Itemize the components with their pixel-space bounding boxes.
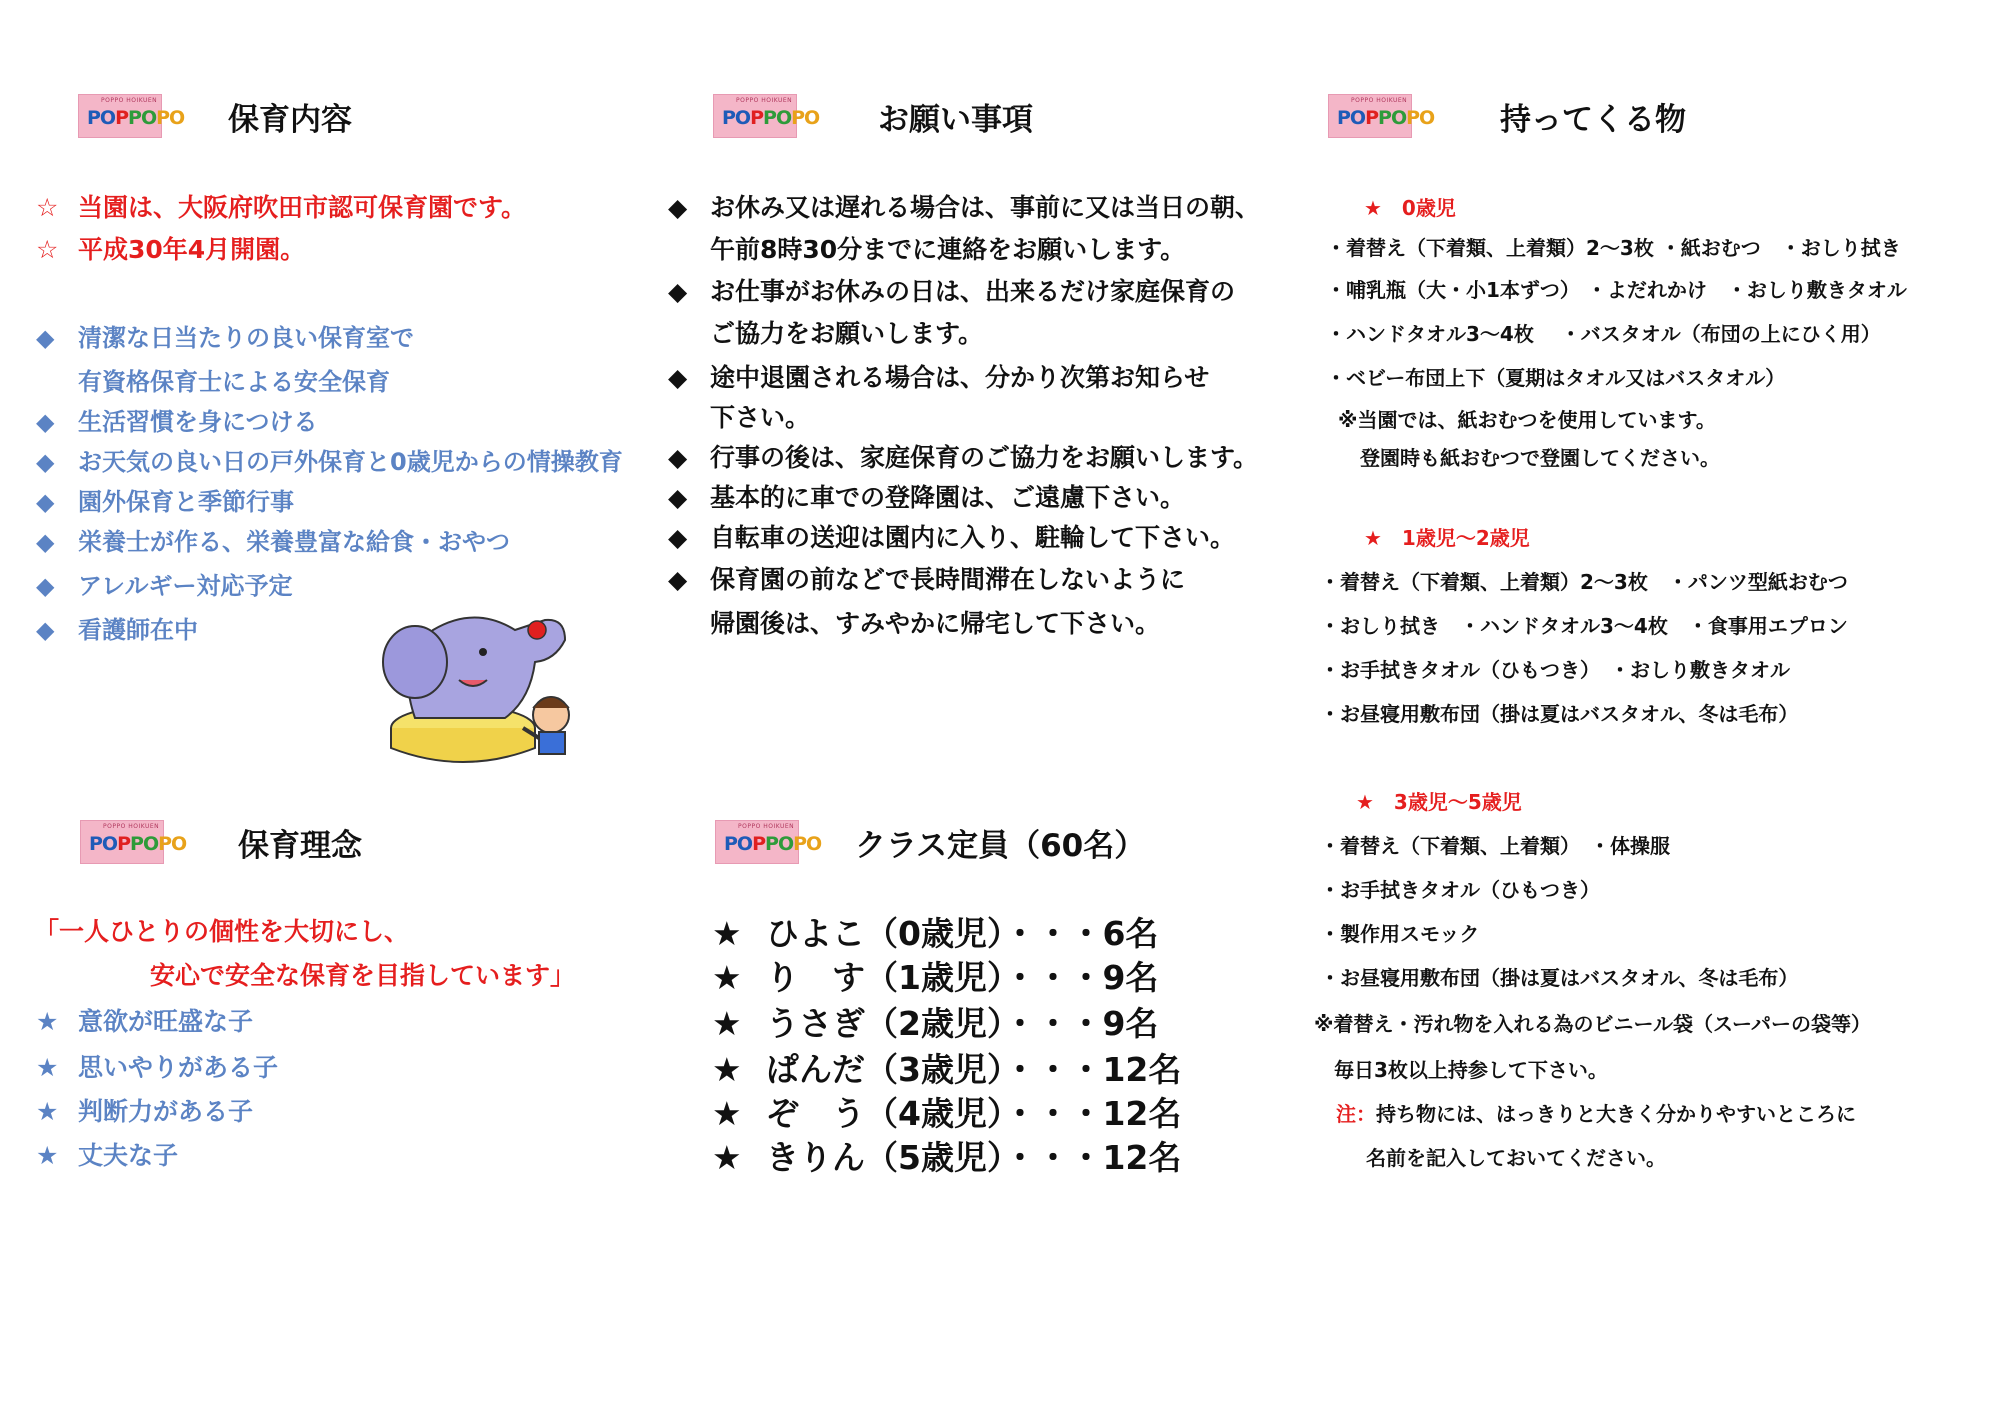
belonging-note: 毎日3枚以上持参して下さい。 xyxy=(1334,1058,1608,1082)
care-item: ◆ アレルギー対応予定 xyxy=(36,572,293,600)
request-item: ご協力をお願いします。 xyxy=(710,319,984,348)
request-item: ◆ お休み又は遅れる場合は、事前に又は当日の朝、 xyxy=(668,193,1261,222)
logo-top-text: POPPO HOIKUEN xyxy=(103,823,160,830)
belonging-note: ※当園では、紙おむつを使用しています。 xyxy=(1338,408,1716,432)
care-item: ◆ 清潔な日当たりの良い保育室で xyxy=(36,324,414,352)
care-item: 有資格保育士による安全保育 xyxy=(78,368,390,396)
class-item: ★ り す（1歳児）・・・9名 xyxy=(712,958,1159,997)
notice-line: ☆ 平成30年4月開園。 xyxy=(36,235,306,264)
logo-poppo xyxy=(78,94,185,138)
section-title-philosophy: 保育理念 xyxy=(238,828,362,864)
section-title-belongings: 持ってくる物 xyxy=(1500,102,1686,138)
request-item: ◆ 基本的に車での登降園は、ご遠慮下さい。 xyxy=(668,483,1186,512)
group-heading-age3-5: ★ 3歳児～5歳児 xyxy=(1356,790,1522,814)
belonging-line: ・製作用スモック xyxy=(1320,922,1480,946)
request-item: ◆ お仕事がお休みの日は、出来るだけ家庭保育の xyxy=(668,277,1236,306)
philosophy-item: ★ 意欲が旺盛な子 xyxy=(36,1007,254,1036)
philosophy-item: ★ 丈夫な子 xyxy=(36,1141,179,1170)
care-item: ◆ 生活習慣を身につける xyxy=(36,408,318,436)
belonging-line: ・着替え（下着類、上着類） ・体操服 xyxy=(1320,834,1670,858)
belonging-line: ・哺乳瓶（大・小1本ずつ） ・よだれかけ ・おしり敷きタオル xyxy=(1326,278,1907,302)
section-title-requests: お願い事項 xyxy=(878,102,1033,138)
caution-note: 名前を記入しておいてください。 xyxy=(1366,1146,1666,1170)
philosophy-item: ★ 思いやりがある子 xyxy=(36,1053,279,1082)
belonging-line: ・お昼寝用敷布団（掛は夏はバスタオル、冬は毛布） xyxy=(1320,966,1799,990)
belonging-note: 登園時も紙おむつで登園してください。 xyxy=(1360,446,1720,470)
motto-line: 「一人ひとりの個性を大切にし、 xyxy=(34,917,410,946)
logo-poppo xyxy=(715,820,822,864)
logo-poppo xyxy=(80,820,187,864)
belonging-line: ・ハンドタオル3～4枚 ・バスタオル（布団の上にひく用） xyxy=(1326,322,1881,346)
care-item: ◆ 栄養士が作る、栄養豊富な給食・おやつ xyxy=(36,528,510,556)
request-item: ◆ 保育園の前などで長時間滞在しないように xyxy=(668,565,1186,594)
class-item: ★ ひよこ（0歳児）・・・6名 xyxy=(712,914,1159,953)
care-item: ◆ 園外保育と季節行事 xyxy=(36,488,294,516)
class-item: ★ きりん（5歳児）・・・12名 xyxy=(712,1138,1182,1177)
section-title-care-content: 保育内容 xyxy=(228,102,352,138)
logo-word: POPPOPO xyxy=(87,107,185,129)
belonging-line: ・ベビー布団上下（夏期はタオル又はバスタオル） xyxy=(1326,366,1786,390)
logo-word: POPPOPO xyxy=(722,107,820,129)
belonging-line: ・着替え（下着類、上着類）2～3枚 ・紙おむつ ・おしり拭き xyxy=(1326,236,1901,260)
request-item: ◆ 行事の後は、家庭保育のご協力をお願いします。 xyxy=(668,443,1259,472)
class-item: ★ ぞ う（4歳児）・・・12名 xyxy=(712,1094,1182,1133)
care-item: ◆ お天気の良い日の戸外保育と0歳児からの情操教育 xyxy=(36,448,623,476)
logo-top-text: POPPO HOIKUEN xyxy=(1351,97,1408,104)
belonging-line: ・着替え（下着類、上着類）2～3枚 ・パンツ型紙おむつ xyxy=(1320,570,1848,594)
group-heading-age1-2: ★ 1歳児～2歳児 xyxy=(1364,526,1530,550)
request-item: 午前8時30分までに連絡をお願いします。 xyxy=(710,235,1186,264)
logo-top-text: POPPO HOIKUEN xyxy=(736,97,793,104)
request-item: 帰園後は、すみやかに帰宅して下さい。 xyxy=(710,609,1161,638)
logo-poppo xyxy=(713,94,820,138)
logo-word: POPPOPO xyxy=(89,833,187,855)
elephant-child-illustration xyxy=(355,600,605,770)
logo-word: POPPOPO xyxy=(724,833,822,855)
request-item: 下さい。 xyxy=(710,403,811,432)
philosophy-item: ★ 判断力がある子 xyxy=(36,1097,254,1126)
belonging-line: ・お手拭きタオル（ひもつき） ・おしり敷きタオル xyxy=(1320,658,1790,682)
group-heading-age0: ★ 0歳児 xyxy=(1364,196,1456,220)
belonging-line: ・お手拭きタオル（ひもつき） xyxy=(1320,878,1600,902)
motto-line: 安心で安全な保育を目指しています」 xyxy=(150,961,576,990)
belonging-line: ・お昼寝用敷布団（掛は夏はバスタオル、冬は毛布） xyxy=(1320,702,1799,726)
logo-top-text: POPPO HOIKUEN xyxy=(738,823,795,830)
class-item: ★ うさぎ（2歳児）・・・9名 xyxy=(712,1004,1159,1043)
logo-poppo xyxy=(1328,94,1435,138)
logo-top-text: POPPO HOIKUEN xyxy=(101,97,158,104)
logo-word: POPPOPO xyxy=(1337,107,1435,129)
request-item: ◆ 自転車の送迎は園内に入り、駐輪して下さい。 xyxy=(668,523,1236,552)
class-item: ★ ぱんだ（3歳児）・・・12名 xyxy=(712,1050,1182,1089)
request-item: ◆ 途中退園される場合は、分かり次第お知らせ xyxy=(668,363,1210,392)
section-title-class-capacity: クラス定員（60名） xyxy=(855,828,1146,864)
care-item: ◆ 看護師在中 xyxy=(36,616,198,644)
belonging-note: ※着替え・汚れ物を入れる為のビニール袋（スーパーの袋等） xyxy=(1314,1012,1872,1036)
belonging-line: ・おしり拭き ・ハンドタオル3～4枚 ・食事用エプロン xyxy=(1320,614,1848,638)
notice-line: ☆ 当園は、大阪府吹田市認可保育園です。 xyxy=(36,193,527,222)
caution-note: 注：持ち物には、はっきりと大きく分かりやすいところに xyxy=(1336,1102,1856,1126)
